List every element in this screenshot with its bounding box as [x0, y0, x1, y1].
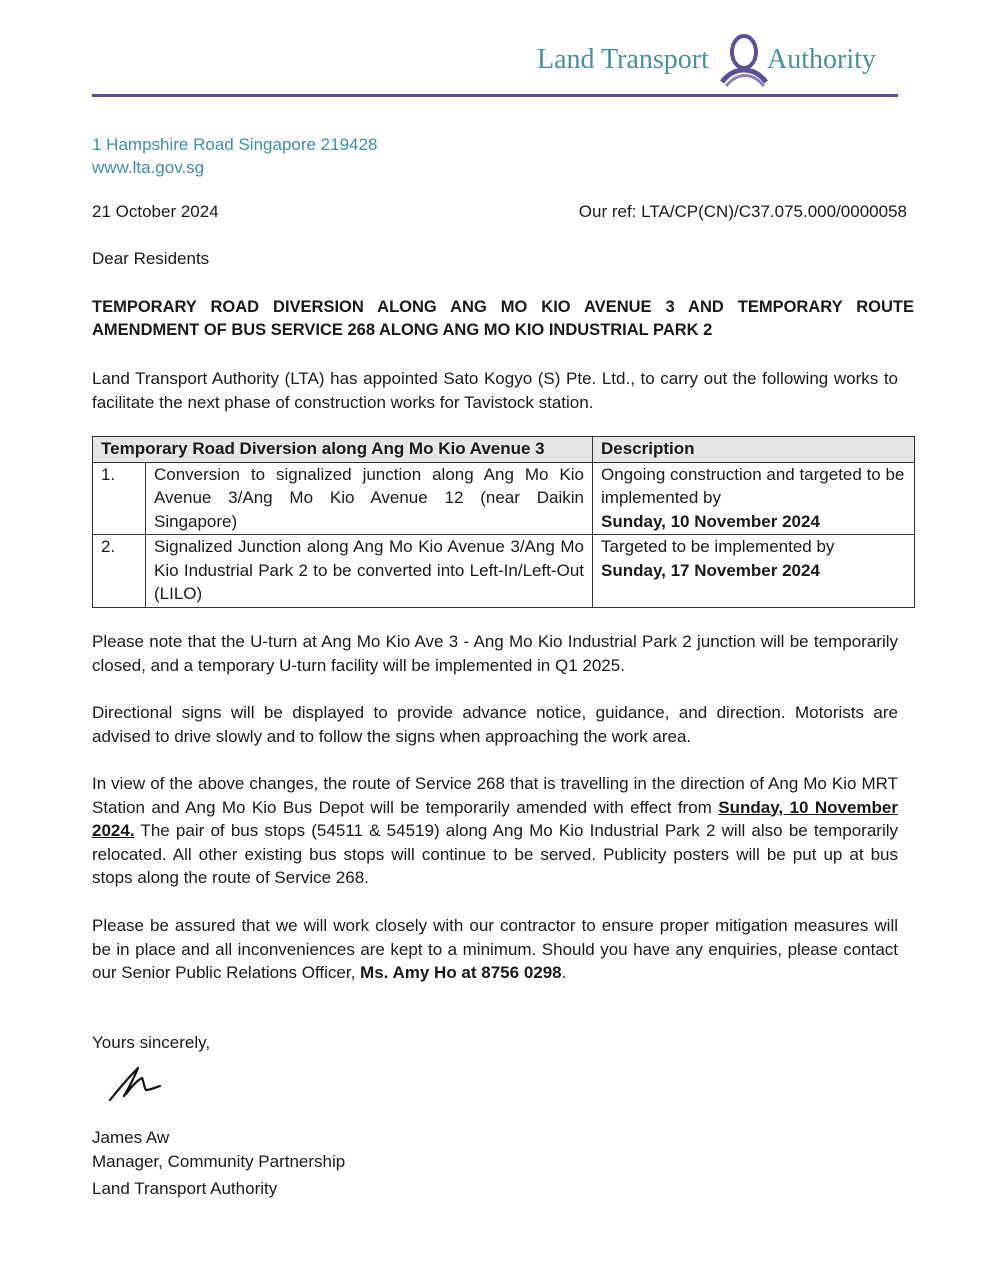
salutation: Dear Residents	[92, 249, 210, 268]
row-item: Signalized Junction along Ang Mo Kio Avenue 3/Ang Mo Kio Industrial Park 2 to be converted into Left-In/Left-Out (LILO)	[146, 535, 593, 608]
signatory-name: James Aw	[92, 1128, 170, 1147]
bus-route-text-continued: The pair of bus stops (54511 & 54519) along Ang Mo Kio Industrial Park 2 will also be temporarily relocated. All other existing bus stops will continue to be served. Publicity posters will be put up at bus stops along the route of Service 268.	[92, 821, 898, 887]
row-number: 2.	[93, 535, 146, 608]
signs-paragraph: Directional signs will be displayed to provide advance notice, guidance, and direction. Motorists are advised to drive slowly and to follow the signs when approaching the work area.	[92, 703, 898, 746]
row-description-date: Sunday, 10 November 2024	[601, 511, 820, 531]
row-description	[593, 535, 915, 608]
intro-paragraph: Land Transport Authority (LTA) has appointed Sato Kogyo (S) Pte. Ltd., to carry out the following works to facilitate the next phase of construction works for Tavistock station.	[92, 369, 898, 412]
table-header-description: Description	[593, 437, 915, 463]
effective-date: Sunday, 10 November 2024.	[92, 797, 898, 840]
signature-icon	[104, 1064, 168, 1104]
row-description-text: Ongoing construction and targeted to be implemented by	[601, 464, 905, 507]
row-number: 1.	[93, 462, 146, 535]
table-row	[93, 462, 915, 535]
closing: Yours sincerely,	[92, 1033, 211, 1052]
address-line: 1 Hampshire Road Singapore 219428	[92, 135, 378, 154]
assurance-text: Please be assured that we will work closely with our contractor to ensure proper mitigation measures will be in place and all inconveniences are kept to a minimum. Should you have any enquiries, please contact our Senior Public Relations Officer,	[92, 916, 898, 982]
bus-route-paragraph	[92, 772, 898, 890]
signatory-title: Manager, Community Partnership	[92, 1152, 346, 1171]
lta-emblem-icon	[718, 32, 770, 90]
table-header-item: Temporary Road Diversion along Ang Mo Kio Avenue 3	[93, 437, 593, 463]
lta-logo	[535, 30, 895, 90]
bus-route-text: In view of the above changes, the route of Service 268 that is travelling in the direction of Ang Mo Kio MRT Station and Ang Mo Kio Bus Depot will be temporarily amended with effect from	[92, 774, 898, 817]
logo-text-right: Authority	[767, 44, 876, 75]
website-link[interactable]: www.lta.gov.sg	[92, 158, 205, 177]
header-divider	[92, 94, 898, 97]
assurance-end: .	[561, 963, 567, 982]
row-item: Conversion to signalized junction along Ang Mo Kio Avenue 3/Ang Mo Kio Avenue 12 (near Daikin Singapore)	[146, 462, 593, 535]
reference-number: Our ref: LTA/CP(CN)/C37.075.000/0000058	[578, 202, 907, 221]
letter-heading: TEMPORARY ROAD DIVERSION ALONG ANG MO KIO AVENUE 3 AND TEMPORARY ROUTE AMENDMENT OF BUS SERVICE 268 ALONG ANG MO KIO INDUSTRIAL PARK 2	[92, 298, 914, 339]
row-description	[593, 462, 915, 535]
letter-date: 21 October 2024	[92, 202, 219, 221]
row-description-date: Sunday, 17 November 2024	[601, 560, 820, 580]
uturn-paragraph: Please note that the U-turn at Ang Mo Kio Ave 3 - Ang Mo Kio Industrial Park 2 junction will be temporarily closed, and a temporary U-turn facility will be implemented in Q1 2025.	[92, 632, 898, 675]
table-header-row	[93, 437, 915, 463]
works-table	[92, 436, 915, 608]
assurance-paragraph	[92, 914, 898, 985]
signatory-organization: Land Transport Authority	[92, 1179, 278, 1198]
contact-person: Ms. Amy Ho at 8756 0298	[360, 963, 562, 982]
logo-text-left: Land Transport	[537, 44, 709, 75]
row-description-text: Targeted to be implemented by	[601, 537, 835, 556]
table-row	[93, 535, 915, 608]
